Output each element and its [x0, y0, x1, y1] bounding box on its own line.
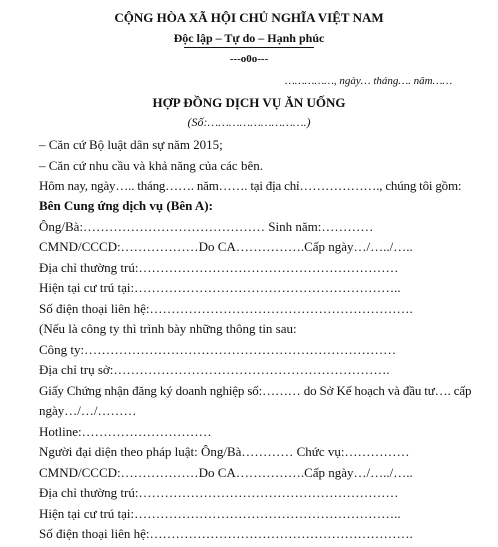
- party-a-heading: Bên Cung ứng dịch vụ (Bên A):: [39, 198, 213, 213]
- contract-number: (Số:……………………….): [187, 115, 311, 129]
- representative-current-address-line: Hiện tại cư trú tại:……………………………………………………..: [39, 506, 401, 521]
- party-a-phone-line: Số điện thoại liên hệ:…………………………………………………….: [39, 301, 413, 316]
- motto-underline: [184, 47, 314, 48]
- hotline-line: Hotline:…………………………: [39, 424, 212, 439]
- party-a-permanent-address-line: Địa chỉ thường trú:……………………………………………………: [39, 260, 399, 275]
- legal-basis-civil-code: – Căn cứ Bộ luật dân sự năm 2015;: [39, 137, 223, 152]
- company-address-line: Địa chỉ trụ sở:……………………………………………………….: [39, 362, 390, 377]
- national-title: CỘNG HÒA XÃ HỘI CHỦ NGHĨA VIỆT NAM: [114, 10, 384, 25]
- registration-date-line: ngày…/…/………: [39, 403, 137, 418]
- company-name-line: Công ty:………………………………………………………………: [39, 342, 397, 357]
- ornament-divider: ---o0o---: [229, 53, 269, 65]
- company-note-line: (Nếu là công ty thì trình bày những thông tin sau:: [39, 321, 297, 336]
- contract-title: HỢP ĐỒNG DỊCH VỤ ĂN UỐNG: [152, 95, 346, 110]
- intro-line: Hôm nay, ngày….. tháng……. năm……. tại địa chỉ………………., chúng tôi gồm:: [39, 178, 462, 193]
- representative-id-line: CMND/CCCD:………………Do CA…………….Cấp ngày…/…../…..: [39, 465, 413, 480]
- party-a-name-line: Ông/Bà:…………………………………… Sinh năm:…………: [39, 219, 374, 234]
- party-a-current-address-line: Hiện tại cư trú tại:……………………………………………………..: [39, 280, 401, 295]
- place-date-line: ……………, ngày… tháng…. năm……: [285, 75, 453, 87]
- national-motto: Độc lập – Tự do – Hạnh phúc: [173, 31, 325, 45]
- legal-representative-line: Người đại diện theo pháp luật: Ông/Bà………… Chức vụ:……………: [39, 444, 410, 459]
- party-a-id-line: CMND/CCCD:………………Do CA…………….Cấp ngày…/…../…..: [39, 239, 413, 254]
- representative-phone-line: Số điện thoại liên hệ:…………………………………………………….: [39, 526, 413, 541]
- representative-permanent-address-line: Địa chỉ thường trú:……………………………………………………: [39, 485, 399, 500]
- business-registration-line: Giấy Chứng nhận đăng ký doanh nghiệp số:……… do Sở Kế hoạch và đầu tư…. cấp: [39, 383, 472, 398]
- legal-basis-needs: – Căn cứ nhu cầu và khả năng của các bên.: [39, 158, 263, 173]
